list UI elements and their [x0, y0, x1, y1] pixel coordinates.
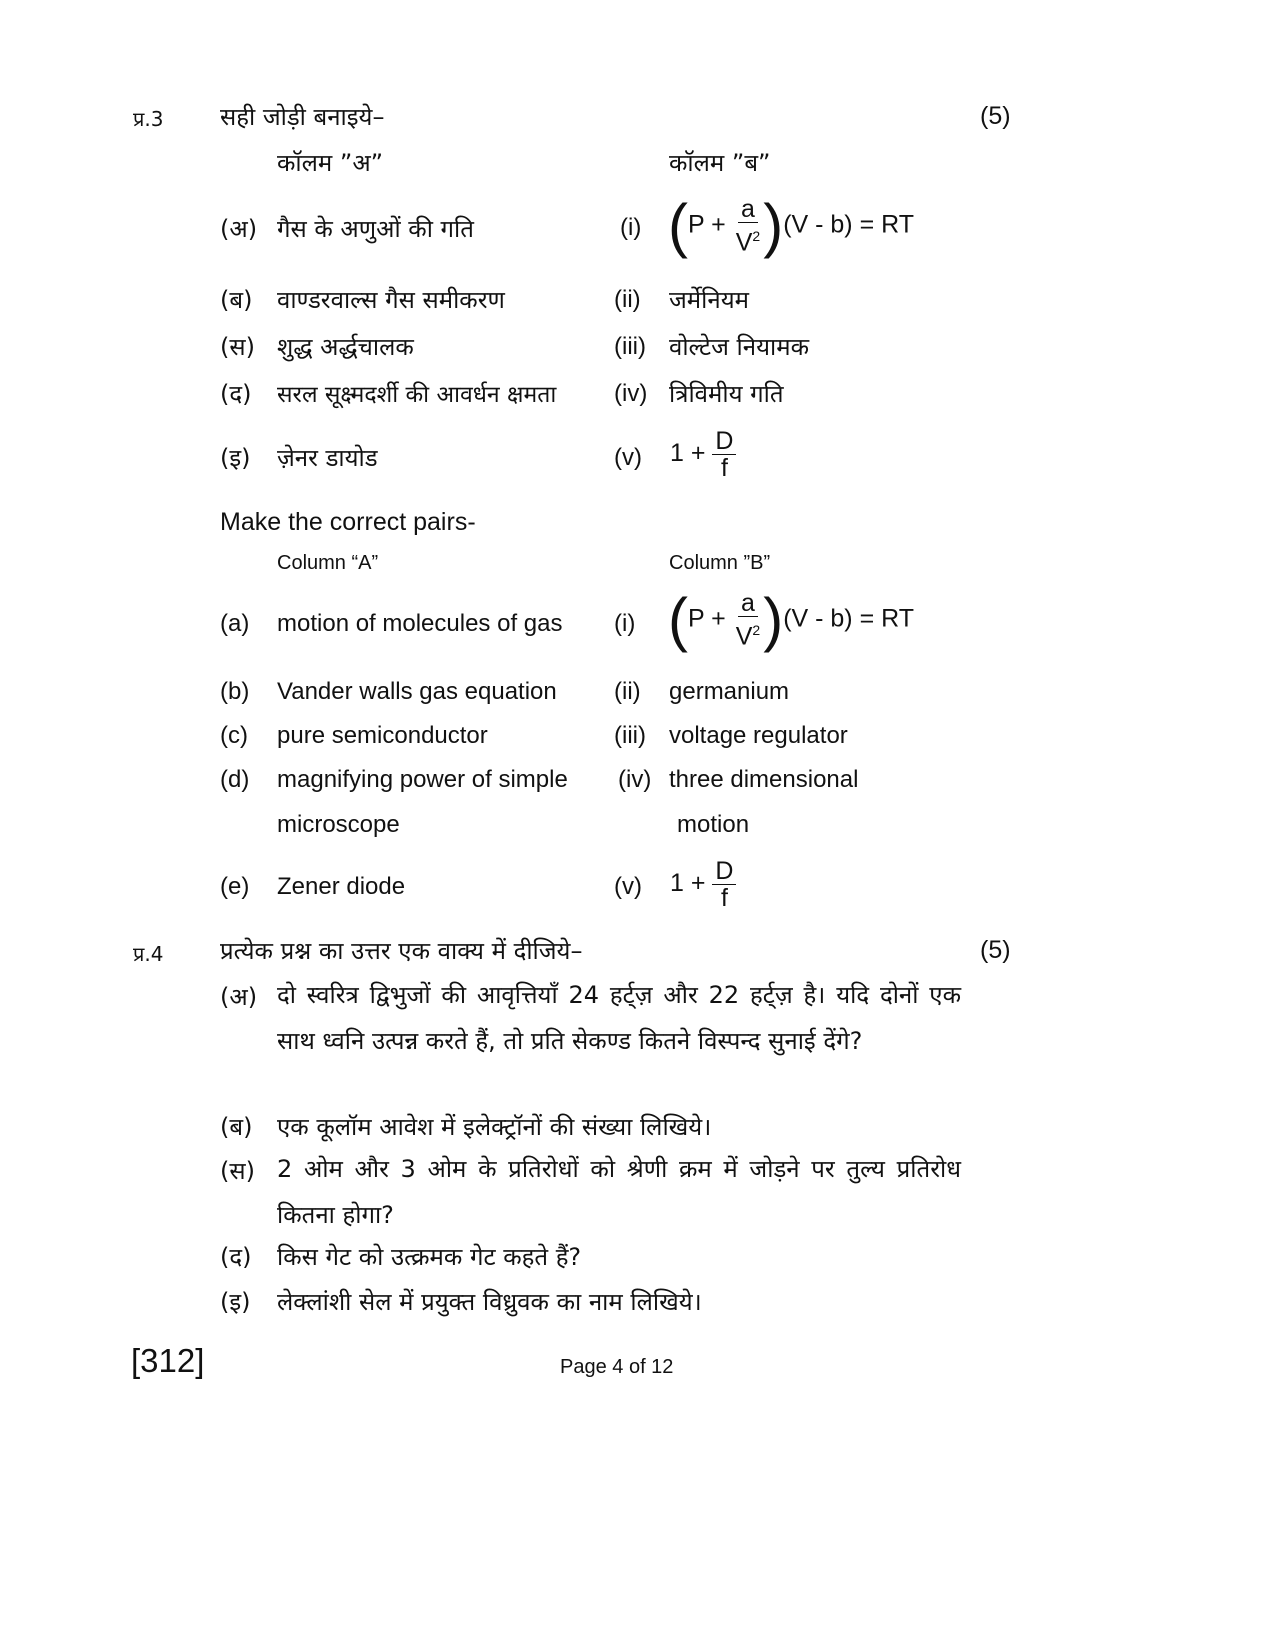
column-b-item-continued: motion: [677, 811, 750, 838]
q4-item-text: लेक्लांशी सेल में प्रयुक्त विध्रुवक का नाम लिखिये।: [277, 1288, 702, 1316]
column-b-number: (iv): [618, 766, 652, 793]
column-a-item: सरल सूक्ष्मदर्शी की आवर्धन क्षमता: [277, 382, 557, 408]
q4-item-text: एक कूलॉम आवेश में इलेक्ट्रॉनों की संख्या लिखिये।: [277, 1113, 712, 1141]
row-label: (स): [220, 333, 255, 361]
magnifying-power-formula: 1 + $\frac{D}{f}$: [670, 858, 736, 911]
q4-instruction: प्रत्येक प्रश्न का उत्तर एक वाक्य में दीजिये–: [220, 937, 583, 965]
column-b-number: (ii): [614, 286, 641, 313]
magnifying-power-formula: 1 + $\frac{D}{f}$: [670, 428, 736, 481]
column-b-number: (i): [620, 214, 642, 241]
column-a-item: Zener diode: [277, 873, 406, 900]
row-label: (इ): [220, 444, 251, 472]
q4-item-text: दो स्वरित्र द्विभुजों की आवृत्तियाँ 24 हर्ट्ज़ और 22 हर्ट्ज़ है। यदि दोनों एक साथ ध्वनि उत्पन्न करते हैं, तो प्रति सेकण्ड कितने विस्पन्द सुनाई देंगे?: [277, 981, 961, 1055]
column-a-item: गैस के अणुओं की गति: [277, 215, 474, 243]
q4-marks: (5): [980, 936, 1011, 964]
item-label: (स): [220, 1157, 255, 1185]
column-b-number: (iii): [614, 722, 646, 749]
question-number-3: प्र.3: [133, 107, 164, 131]
column-b-heading-hindi: कॉलम ”ब”: [669, 149, 771, 177]
row-label: (ब): [220, 286, 253, 314]
column-b-item: वोल्टेज नियामक: [669, 333, 810, 361]
column-b-heading-english: Column ”B”: [669, 552, 771, 574]
row-label: (अ): [220, 215, 258, 243]
q4-item-text: 2 ओम और 3 ओम के प्रतिरोधों को श्रेणी क्रम में जोड़ने पर तुल्य प्रतिरोध कितना होगा?: [277, 1155, 961, 1229]
column-a-item: motion of molecules of gas: [277, 610, 563, 637]
van-der-waals-formula: (P + $\frac{a}{V^2}$ )(V - b) = RT: [668, 192, 914, 259]
column-b-number: (v): [614, 444, 642, 471]
column-a-item: Vander walls gas equation: [277, 678, 557, 705]
q3-instruction-english: Make the correct pairs-: [220, 508, 476, 536]
column-b-number: (iv): [614, 380, 648, 407]
item-label: (द): [220, 1243, 252, 1271]
column-b-number: (iii): [614, 333, 646, 360]
column-b-item: त्रिविमीय गति: [669, 380, 784, 408]
column-b-item: जर्मेनियम: [669, 286, 749, 314]
column-a-item: pure semiconductor: [277, 722, 488, 749]
row-label: (द): [220, 380, 252, 408]
row-label: (d): [220, 766, 250, 793]
column-a-item: ज़ेनर डायोड: [277, 444, 378, 472]
row-label: (e): [220, 873, 250, 900]
item-label: (ब): [220, 1113, 253, 1141]
q4-item-text: किस गेट को उत्क्रमक गेट कहते हैं?: [277, 1243, 582, 1271]
van-der-waals-formula: (P + $\frac{a}{V^2}$ )(V - b) = RT: [668, 586, 914, 653]
paper-code: [312]: [131, 1342, 205, 1379]
column-a-item: वाण्डरवाल्स गैस समीकरण: [277, 286, 505, 314]
question-number-4: प्र.4: [133, 942, 164, 966]
column-b-number: (v): [614, 873, 642, 900]
column-a-item-continued: microscope: [277, 811, 400, 838]
column-b-item: three dimensional: [669, 766, 859, 793]
column-a-heading-hindi: कॉलम ”अ”: [277, 149, 384, 177]
item-label: (अ): [220, 983, 258, 1011]
q3-instruction-hindi: सही जोड़ी बनाइये–: [220, 103, 385, 131]
item-label: (इ): [220, 1288, 251, 1316]
row-label: (c): [220, 722, 248, 749]
column-a-item: magnifying power of simple: [277, 766, 568, 793]
column-a-item: शुद्ध अर्द्धचालक: [277, 333, 414, 361]
column-b-item: voltage regulator: [669, 722, 848, 749]
row-label: (a): [220, 610, 250, 637]
column-b-number: (ii): [614, 678, 641, 705]
page-number: Page 4 of 12: [560, 1356, 674, 1378]
column-b-item: germanium: [669, 678, 790, 705]
column-b-number: (i): [614, 610, 636, 637]
q3-marks: (5): [980, 102, 1011, 130]
column-a-heading-english: Column “A”: [277, 552, 379, 574]
row-label: (b): [220, 678, 250, 705]
